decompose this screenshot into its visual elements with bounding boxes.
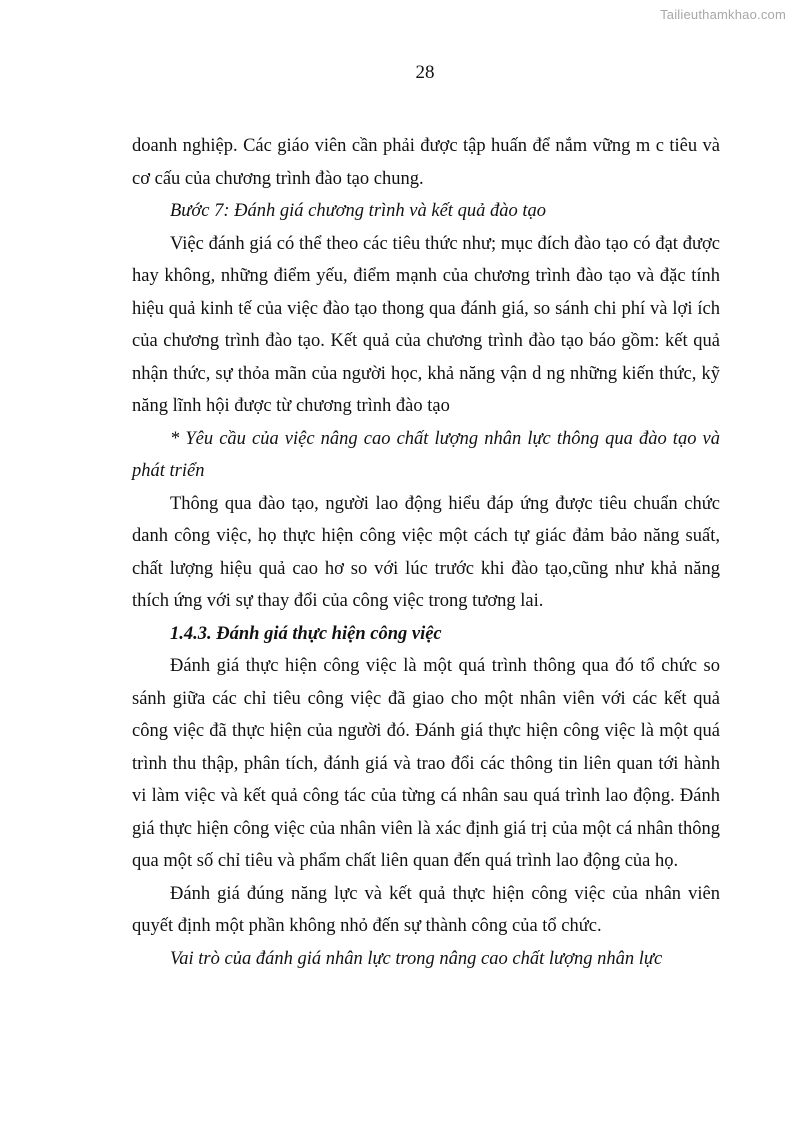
role-heading: Vai trò của đánh giá nhân lực trong nâng cao chất lượng nhân lực [170, 948, 663, 969]
paragraph-performance-importance: Đánh giá đúng năng lực và kết quả thực hiện công việc của nhân viên quyết định một phần không nhỏ đến sự thành công của tổ chức. [132, 883, 720, 936]
paragraph-evaluation: Việc đánh giá có thể theo các tiêu thức như; mục đích đào tạo có đạt được hay không, những điểm yếu, điểm mạnh của chương trình đào tạo và đặc tính hiệu quả kinh tế của việc đào tạo thong qua đánh giá, so sánh chi phí và lợi ích của chương trình đào tạo. Kết quả của chương trình đào tạo báo gồm: kết quả nhận thức, sự thỏa mãn của người học, khả năng vận d ng những kiến thức, kỹ năng lĩnh hội được từ chương trình đào tạo [132, 233, 720, 416]
requirements-heading: * Yêu cầu của việc nâng cao chất lượng nhân lực thông qua đào tạo và phát triển [132, 428, 720, 481]
step-7-heading: Bước 7: Đánh giá chương trình và kết quả đào tạo [170, 201, 546, 221]
document-body [132, 130, 720, 975]
page-number: 28 [415, 62, 435, 83]
watermark: Tailieuthamkhao.com [660, 7, 786, 22]
paragraph-performance-definition: Đánh giá thực hiện công việc là một quá trình thông qua đó tổ chức so sánh giữa các chỉ tiêu công việc đã giao cho một nhân viên với các kết quả công việc đã thực hiện của người đó. Đánh giá thực hiện công việc là một quá trình thu thập, phân tích, đánh giá và trao đổi các thông tin liên quan tới hành vi làm việc và kết quả công tác của từng cá nhân sau quá trình lao động. Đánh giá thực hiện công việc của nhân viên là xác định giá trị của một cá nhân thông qua một số chỉ tiêu và phẩm chất liên quan đến quá trình lao động của họ. [132, 656, 720, 871]
section-heading-1-4-3: 1.4.3. Đánh giá thực hiện công việc [170, 623, 442, 644]
paragraph-continuation: doanh nghiệp. Các giáo viên cần phải được tập huấn để nắm vững m c tiêu và cơ cấu của chương trình đào tạo chung. [132, 136, 720, 189]
paragraph-training-benefits: Thông qua đào tạo, người lao động hiểu đáp ứng được tiêu chuẩn chức danh công việc, họ thực hiện công việc một cách tự giác đảm bảo năng suất, chất lượng hiệu quả cao hơ so với lúc trước khi đào tạo,cũng như khả năng thích ứng với sự thay đổi của công việc trong tương lai. [132, 493, 720, 611]
